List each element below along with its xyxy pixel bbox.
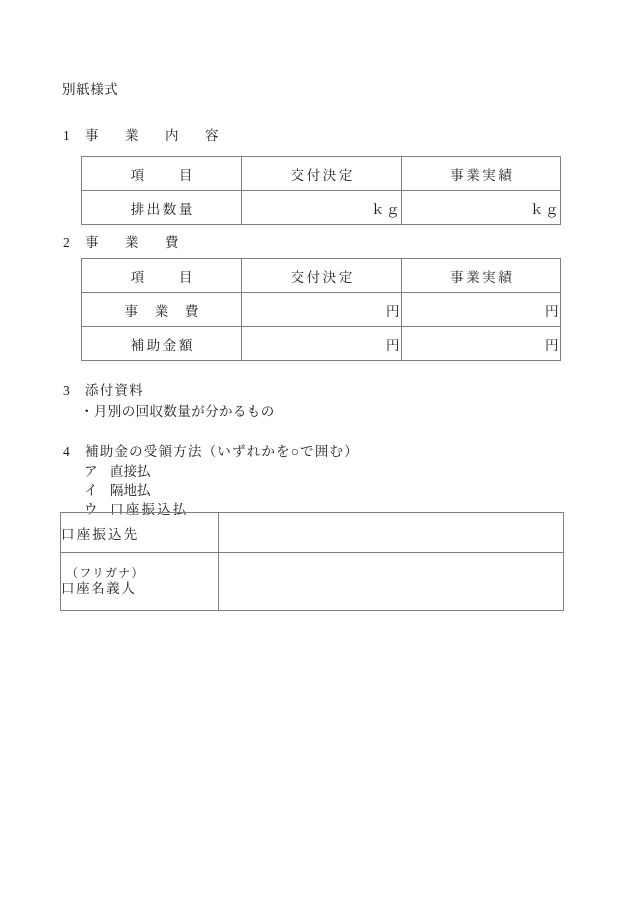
- attachment-bullet-item: ・月別の回収数量が分かるもの: [80, 404, 275, 419]
- account-holder-value[interactable]: [219, 553, 564, 611]
- section-number-4: 4: [63, 444, 70, 459]
- table1-header-project-result: 事業実績: [402, 157, 561, 191]
- account-holder-furigana-label: （フリガナ）: [66, 566, 145, 581]
- table2-header-project-result: 事業実績: [402, 259, 561, 293]
- section-title-4: 補助金の受領方法（いずれかを○で囲む）: [85, 444, 359, 459]
- section-title-2: 事 業 費: [85, 235, 185, 250]
- option-mark-a: ア: [84, 464, 98, 479]
- table-row: [82, 293, 561, 327]
- table2-header-grant-decision: 交付決定: [242, 259, 402, 293]
- section-heading-4: [63, 440, 359, 460]
- table-row: [82, 191, 561, 225]
- business-content-table: [81, 156, 561, 225]
- payment-option-direct[interactable]: [84, 460, 151, 480]
- table-row: [82, 327, 561, 361]
- option-label-u: 口座振込払: [110, 502, 189, 517]
- section-title-3: 添付資料: [85, 383, 144, 398]
- bank-transfer-destination-label: 口座振込先: [61, 513, 219, 553]
- section-number-2: 2: [63, 235, 70, 250]
- option-label-a: 直接払: [110, 464, 151, 479]
- section-heading-1: [63, 124, 225, 144]
- table-header-row: [82, 259, 561, 293]
- table2-row1-item: 補助金額: [82, 327, 242, 361]
- table1-header-grant-decision: 交付決定: [242, 157, 402, 191]
- table-header-row: [82, 157, 561, 191]
- project-cost-table: [81, 258, 561, 361]
- table2-row0-item: 事 業 費: [82, 293, 242, 327]
- section-number-3: 3: [63, 383, 70, 398]
- option-label-i: 隔地払: [110, 483, 151, 498]
- table-row: [61, 553, 564, 611]
- table2-row1-grant-decision-value[interactable]: 円: [242, 327, 402, 361]
- table2-header-item: 項 目: [82, 259, 242, 293]
- table-row: [61, 513, 564, 553]
- form-label: 別紙様式: [62, 82, 119, 97]
- table2-row0-project-result-value[interactable]: 円: [402, 293, 561, 327]
- table1-row0-project-result-value[interactable]: ｋｇ: [402, 191, 561, 225]
- table1-row0-grant-decision-value[interactable]: ｋｇ: [242, 191, 402, 225]
- section-number-1: 1: [63, 128, 70, 143]
- table2-row0-grant-decision-value[interactable]: 円: [242, 293, 402, 327]
- section-heading-2: [63, 231, 185, 251]
- bank-account-table: [60, 512, 564, 611]
- table1-header-item: 項 目: [82, 157, 242, 191]
- table1-row0-item: 排出数量: [82, 191, 242, 225]
- option-mark-i: イ: [84, 483, 98, 498]
- account-holder-label: [61, 553, 219, 611]
- table2-row1-project-result-value[interactable]: 円: [402, 327, 561, 361]
- section-title-1: 事 業 内 容: [85, 128, 225, 143]
- bank-transfer-destination-value[interactable]: [219, 513, 564, 553]
- payment-option-remote[interactable]: [84, 479, 151, 499]
- account-holder-main-label: 口座名義人: [61, 580, 137, 596]
- option-mark-u: ウ: [84, 502, 98, 517]
- section-heading-3: [63, 379, 144, 399]
